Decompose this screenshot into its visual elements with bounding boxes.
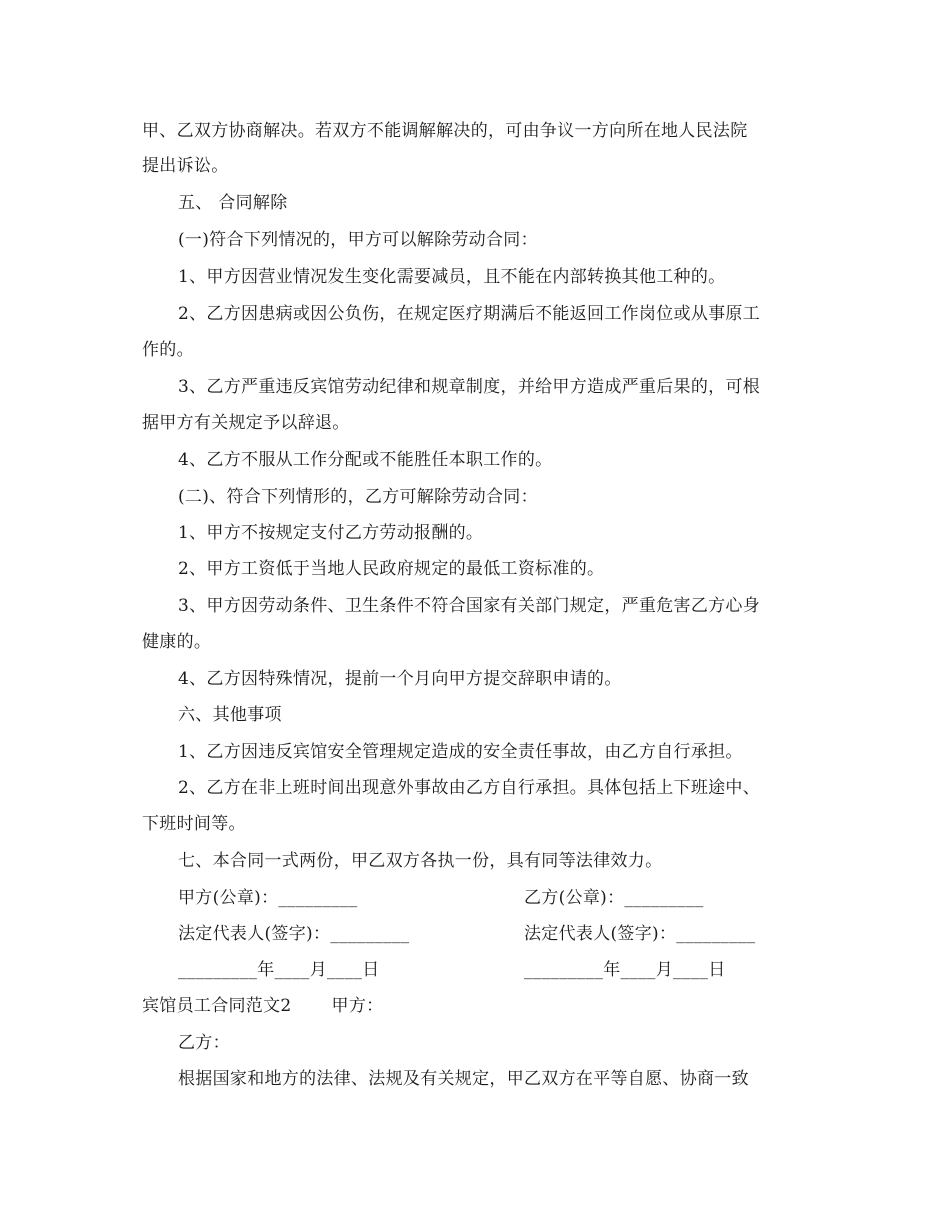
section-heading-5: 五、 合同解除 — [178, 193, 288, 213]
next-contract-title: 宾馆员工合同范文2 — [142, 996, 292, 1016]
subsection-heading: (二)、符合下列情形的，乙方可解除劳动合同： — [178, 487, 538, 507]
next-party-a-label: 甲方： — [331, 996, 384, 1016]
section-heading-7: 七、本合同一式两份，甲乙双方各执一份，具有同等法律效力。 — [178, 851, 663, 871]
next-contract-title-line — [142, 995, 383, 1017]
next-party-b-label: 乙方： — [178, 1033, 230, 1053]
list-item: 2、乙方在非上班时间出现意外事故由乙方自行承担。具体包括上下班途中、 — [178, 778, 761, 798]
list-item: 4、乙方因特殊情况，提前一个月向甲方提交辞职申请的。 — [178, 669, 622, 689]
section-heading-6: 六、其他事项 — [178, 705, 282, 725]
list-item: 1、甲方因营业情况发生变化需要减员，且不能在内部转换其他工种的。 — [178, 267, 726, 287]
paragraph-line: 据甲方有关规定予以辞退。 — [142, 413, 350, 433]
party-a-representative: 法定代表人(签字)：_________ — [178, 924, 410, 944]
list-item: 4、乙方不服从工作分配或不能胜任本职工作的。 — [178, 450, 553, 470]
paragraph-line: 作的。 — [142, 340, 194, 360]
paragraph-line: 下班时间等。 — [142, 814, 246, 834]
list-item: 1、甲方不按规定支付乙方劳动报酬的。 — [178, 523, 484, 543]
list-item: 2、甲方工资低于当地人民政府规定的最低工资标准的。 — [178, 559, 605, 579]
list-item: 2、乙方因患病或因公负伤，在规定医疗期满后不能返回工作岗位或从事原工 — [178, 304, 761, 324]
party-b-seal: 乙方(公章)：_________ — [524, 888, 704, 908]
subsection-heading: (一)符合下列情况的，甲方可以解除劳动合同： — [178, 230, 538, 250]
list-item: 3、甲方因劳动条件、卫生条件不符合国家有关部门规定，严重危害乙方心身 — [178, 596, 761, 616]
paragraph-line: 甲、乙双方协商解决。若双方不能调解解决的，可由争议一方向所在地人民法院 — [142, 121, 748, 141]
paragraph-line: 提出诉讼。 — [142, 156, 229, 176]
next-contract-intro: 根据国家和地方的法律、法规及有关规定，甲乙双方在平等自愿、协商一致 — [178, 1069, 749, 1089]
paragraph-line: 健康的。 — [142, 632, 212, 652]
party-a-seal: 甲方(公章)：_________ — [178, 888, 358, 908]
party-b-representative: 法定代表人(签字)：_________ — [524, 924, 756, 944]
list-item: 3、乙方严重违反宾馆劳动纪律和规章制度，并给甲方造成严重后果的，可根 — [178, 377, 761, 397]
party-a-date: _________年____月____日 — [178, 960, 380, 980]
list-item: 1、乙方因违反宾馆安全管理规定造成的安全责任事故，由乙方自行承担。 — [178, 742, 743, 762]
party-b-date: _________年____月____日 — [524, 960, 726, 980]
